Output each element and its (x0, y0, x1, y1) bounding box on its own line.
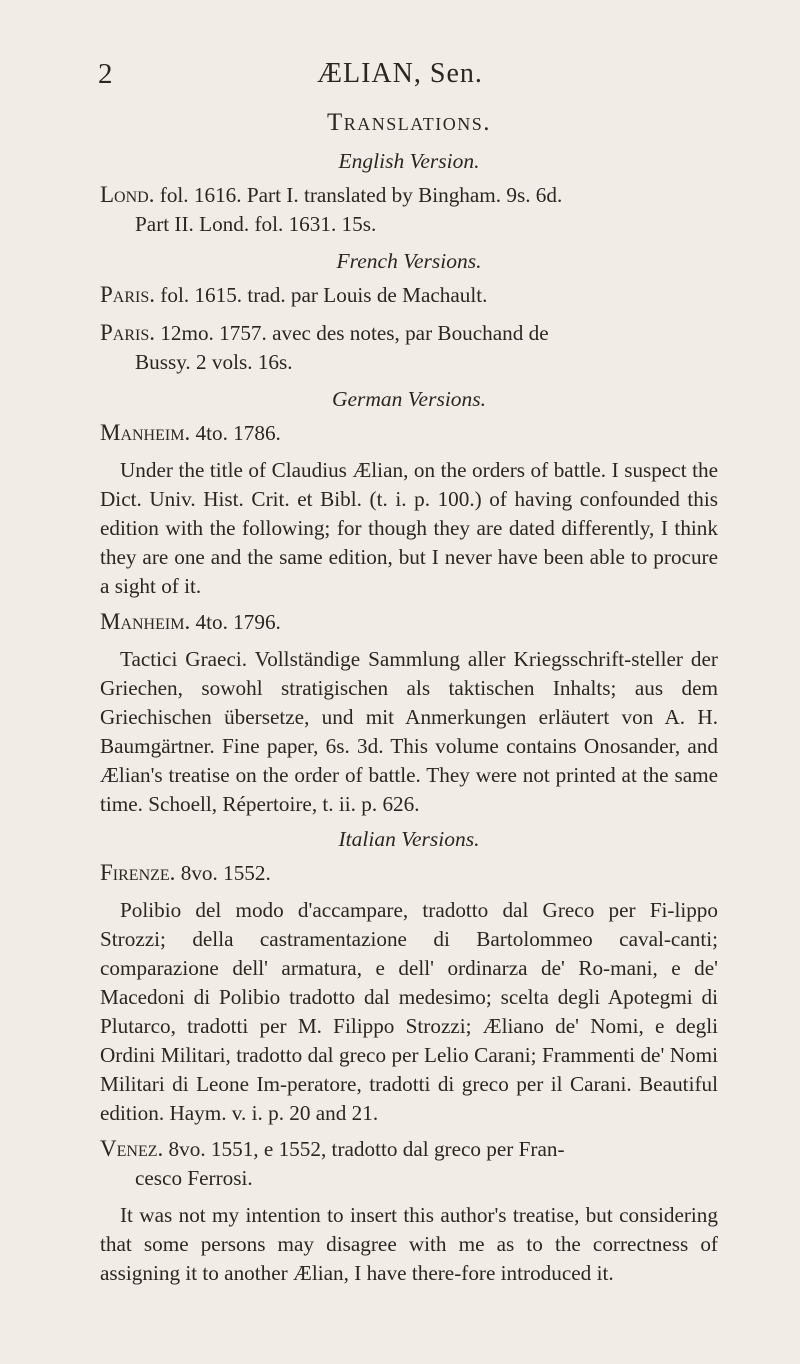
entry-place: Manheim. (100, 420, 191, 445)
content (100, 108, 718, 1294)
entry-line: fol. 1616. Part I. translated by Bingham. 9s. 6d. (159, 183, 563, 207)
entry-continuation: cesco Ferrosi. (135, 1166, 253, 1190)
entry-place: Venez. (100, 1136, 164, 1161)
entry-place: Firenze. (100, 860, 176, 885)
entry-line: fol. 1615. trad. par Louis de Machault. (160, 283, 488, 307)
section-title: Translations. (326, 109, 492, 136)
subhead-english: English Version. (338, 149, 480, 173)
entry-lond (100, 180, 718, 239)
entry-line: 4to. 1796. (195, 610, 281, 634)
entry-continuation: Part II. Lond. fol. 1631. 15s. (135, 212, 377, 236)
entry-place: Paris. (100, 282, 155, 307)
entry-note: Under the title of Claudius Ælian, on the orders of battle. I suspect the Dict. Univ. Hist. Crit. et Bibl. (t. i. p. 100.) of having confounded this edition with the following; for though they are dated differently, I think they are one and the same edition, but I never have been able to procure a sight of it. (100, 458, 718, 598)
entry-place: Lond. (100, 182, 155, 207)
subhead-italian: Italian Versions. (338, 827, 480, 851)
entry-manheim-1 (100, 418, 718, 448)
entry-line: 4to. 1786. (195, 421, 281, 445)
subhead-french: French Versions. (336, 249, 482, 273)
entry-manheim-2 (100, 607, 718, 637)
entry-paris-1 (100, 280, 718, 310)
entry-line: 8vo. 1551, e 1552, tradotto dal greco per Fran- (168, 1137, 565, 1161)
entry-line: 12mo. 1757. avec des notes, par Bouchand de (160, 321, 549, 345)
page-number: 2 (98, 58, 113, 90)
entry-place: Manheim. (100, 609, 191, 634)
closing-note: It was not my intention to insert this author's treatise, but considering that some persons may disagree with me as to the correctness of assigning it to another Ælian, I have there-fore introduced it. (100, 1203, 718, 1285)
entry-note: Tactici Graeci. Vollständige Sammlung aller Kriegsschrift-steller der Griechen, sowohl stratigischen als taktischen Inhalts; aus dem Griechischen übersetze, und mit Anmerkungen erläutert von A. H. Baumgärtner. Fine paper, 6s. 3d. This volume contains Onosander, and Ælian's treatise on the order of battle. They were not printed at the same time. Schoell, Répertoire, t. ii. p. 626. (100, 647, 718, 816)
entry-continuation: Bussy. 2 vols. 16s. (135, 350, 293, 374)
entry-venez (100, 1134, 718, 1193)
entry-paris-2 (100, 318, 718, 377)
running-head: ÆLIAN, Sen. (317, 58, 483, 89)
entry-note: Polibio del modo d'accampare, tradotto dal Greco per Fi-lippo Strozzi; della castramentazione di Bartolommeo caval-canti; comparazione dell' armatura, e dell' ordinarza de' Ro-mani, e de' Macedoni di Polibio tradotto dal medesimo; scelta degli Apotegmi di Plutarco, tradotti per M. Filippo Strozzi; Æliano de' Nomi, e degli Ordini Militari, tradotto dal greco per Lelio Carani; Frammenti de' Nomi Militari di Leone Im-peratore, tradotti di greco per il Carani. Beautiful edition. Haym. v. i. p. 20 and 21. (100, 898, 718, 1125)
entry-place: Paris. (100, 320, 155, 345)
entry-line: 8vo. 1552. (180, 861, 271, 885)
entry-firenze (100, 858, 718, 888)
subhead-german: German Versions. (331, 387, 487, 411)
